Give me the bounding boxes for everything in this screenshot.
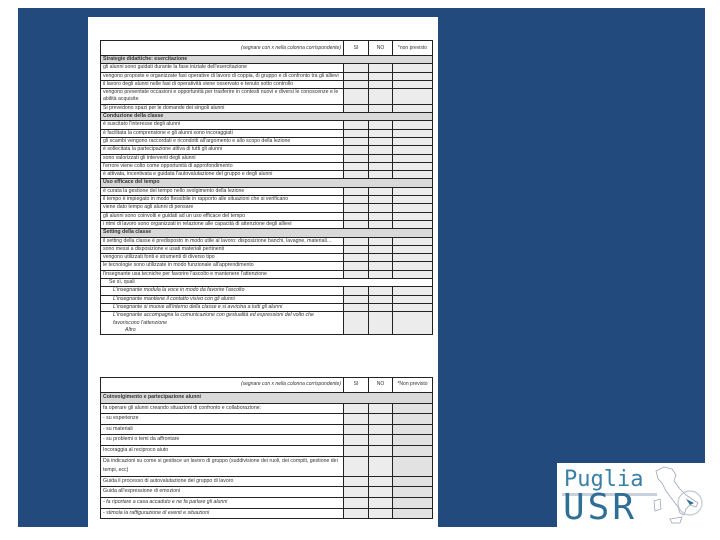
criterion-text: Dà indicazioni su come si gestisce un lavoro di gruppo (suddivisione dei ruoli, dei compiti, gestione dei tempi, ecc): [103, 457, 338, 474]
section-header: [101, 229, 433, 237]
no-checkbox-cell[interactable]: [369, 204, 393, 212]
table-row: [101, 295, 433, 303]
no-checkbox-cell[interactable]: [369, 435, 393, 446]
no-checkbox-cell[interactable]: [369, 162, 393, 170]
table-row: [101, 72, 433, 80]
table-row: [101, 487, 433, 498]
non-previsto-checkbox-cell[interactable]: [393, 137, 433, 145]
no-checkbox-cell[interactable]: [369, 220, 393, 228]
note-text: Se sì, quali: [109, 279, 135, 286]
si-checkbox-cell[interactable]: [344, 424, 369, 435]
si-checkbox-cell[interactable]: [344, 254, 369, 262]
no-checkbox-cell[interactable]: [369, 72, 393, 80]
si-checkbox-cell[interactable]: [344, 146, 369, 154]
table-row: [101, 212, 433, 220]
criterion-text: sono valorizzati gli interventi degli alunni: [103, 154, 196, 161]
table-row: [101, 312, 433, 335]
si-checkbox-cell[interactable]: [344, 137, 369, 145]
table-row: [101, 104, 433, 112]
non-previsto-checkbox-cell[interactable]: [393, 212, 433, 220]
table-row: [101, 89, 433, 105]
table-row: [101, 287, 433, 295]
criterion-text: il lavoro degli alunni nelle fasi di operatività viene osservato e tenuto sotto controllo: [103, 80, 294, 87]
section-header: [101, 179, 433, 187]
criterion-text: è curata la gestione del tempo nello svolgimento della lezione: [103, 187, 245, 194]
no-checkbox-cell[interactable]: [369, 403, 393, 414]
table-row: [101, 162, 433, 170]
table-row: [101, 187, 433, 195]
no-checkbox-cell[interactable]: [369, 476, 393, 487]
criterion-text: i ritmi di lavoro sono organizzati in relazione alle capacità di attenzione degli allievi: [103, 220, 292, 227]
criterion-text: fa operare gli alunni creando situazioni di confronto e collaborazione:: [103, 404, 262, 411]
non-previsto-checkbox-cell[interactable]: [393, 121, 433, 129]
non-previsto-checkbox-cell[interactable]: [393, 487, 433, 498]
non-previsto-checkbox-cell[interactable]: [393, 204, 433, 212]
table-row: [101, 154, 433, 162]
header-si: SI: [344, 41, 369, 56]
si-checkbox-cell[interactable]: [344, 497, 369, 508]
no-checkbox-cell[interactable]: [369, 270, 393, 278]
italy-map-icon: [652, 465, 704, 527]
si-checkbox-cell[interactable]: [344, 445, 369, 456]
table-row: [101, 196, 433, 204]
table-row: [101, 270, 433, 278]
non-previsto-checkbox-cell[interactable]: [393, 435, 433, 446]
table-row: [101, 414, 433, 425]
criterion-text: sono messi a disposizione e usati materiali pertinenti: [103, 245, 225, 252]
criterion-text: il setting della classe è predisposto in modo utile al lavoro: disposizione banchi, lavagne, materiali…: [103, 237, 332, 244]
criterion-text: è suscitato l'interesse degli alunni: [103, 121, 181, 128]
criterion-text: L'insegnante modula la voce in modo da favorire l'ascolto: [113, 287, 245, 294]
table-row: [101, 435, 433, 446]
si-checkbox-cell[interactable]: [344, 508, 369, 519]
no-checkbox-cell[interactable]: [369, 64, 393, 72]
si-checkbox-cell[interactable]: [344, 476, 369, 487]
header-si: SI: [344, 378, 369, 393]
non-previsto-checkbox-cell[interactable]: [393, 237, 433, 245]
non-previsto-checkbox-cell[interactable]: [393, 154, 433, 162]
no-checkbox-cell[interactable]: [369, 487, 393, 498]
non-previsto-checkbox-cell[interactable]: [393, 403, 433, 414]
criterion-text: vengono proposte e organizzate fasi operative di lavoro di coppia, di gruppo e di confronto tra gli allievi: [103, 72, 339, 79]
si-checkbox-cell[interactable]: [344, 104, 369, 112]
non-previsto-checkbox-cell[interactable]: [393, 303, 433, 311]
table-row: [101, 497, 433, 508]
section-header: [101, 56, 433, 64]
table-row: [101, 508, 433, 519]
no-checkbox-cell[interactable]: [369, 89, 393, 105]
non-previsto-checkbox-cell[interactable]: [393, 424, 433, 435]
table-row: [101, 237, 433, 245]
no-checkbox-cell[interactable]: [369, 508, 393, 519]
table-row: [101, 121, 433, 129]
si-checkbox-cell[interactable]: [344, 487, 369, 498]
non-previsto-checkbox-cell[interactable]: [393, 64, 433, 72]
no-checkbox-cell[interactable]: [369, 497, 393, 508]
si-checkbox-cell[interactable]: [344, 171, 369, 179]
non-previsto-checkbox-cell[interactable]: [393, 187, 433, 195]
section-title: Uso efficace del tempo: [103, 179, 160, 186]
section-title: Strategie didattiche: esercitazione: [103, 56, 188, 62]
si-checkbox-cell[interactable]: [344, 245, 369, 253]
criterion-text: - stimola la raffigurazione di eventi e situazioni: [103, 509, 210, 516]
non-previsto-checkbox-cell[interactable]: [393, 196, 433, 204]
non-previsto-checkbox-cell[interactable]: [393, 254, 433, 262]
no-checkbox-cell[interactable]: [369, 80, 393, 88]
criterion-text: vengono presentate occasioni e opportunità per trasferire in contesti nuovi e diversi le conoscenze e le abilità acquisite: [103, 89, 339, 103]
criterion-text: l'errore viene colto come opportunità di approfondimento: [103, 162, 233, 169]
criterion-text: è attivata, incentivata e guidata l'autovalutazione del gruppo e degli alunni: [103, 171, 273, 178]
non-previsto-checkbox-cell[interactable]: [393, 456, 433, 476]
criterion-text: Guida il processo di autovalutazione del gruppo di lavoro: [103, 477, 234, 484]
si-checkbox-cell[interactable]: [344, 187, 369, 195]
criterion-text: - su esperienze: [103, 415, 139, 422]
no-checkbox-cell[interactable]: [369, 237, 393, 245]
header-non-previsto: *non previsto: [393, 41, 433, 56]
criterion-text: l'insegnante usa tecniche per favorire l'ascolto e mantenere l'attenzione: [103, 270, 267, 277]
no-checkbox-cell[interactable]: [369, 245, 393, 253]
non-previsto-checkbox-cell[interactable]: [393, 262, 433, 270]
non-previsto-checkbox-cell[interactable]: [393, 414, 433, 425]
non-previsto-checkbox-cell[interactable]: [393, 220, 433, 228]
no-checkbox-cell[interactable]: [369, 312, 393, 335]
si-checkbox-cell[interactable]: [344, 456, 369, 476]
table-row: [101, 445, 433, 456]
header-instruction: (segnare con x nella colonna corrispondente): [101, 378, 344, 393]
criterion-text: viene dato tempo agli alunni di pensare: [103, 204, 194, 211]
checklist-table-1: [100, 40, 433, 335]
table-row: [101, 204, 433, 212]
non-previsto-checkbox-cell[interactable]: [393, 104, 433, 112]
criterion-text: L'insegnante mantiene il contatto visivo con gli alunni: [113, 295, 235, 302]
table-row: [101, 403, 433, 414]
no-checkbox-cell[interactable]: [369, 196, 393, 204]
non-previsto-checkbox-cell[interactable]: [393, 497, 433, 508]
table-row: [101, 80, 433, 88]
si-checkbox-cell[interactable]: [344, 64, 369, 72]
criterion-text: L'insegnante si muove all'interno della classe e si avvicina a tutti gli alunni: [113, 303, 283, 310]
criterion-text: Incoraggia al reciproco aiuto: [103, 446, 169, 453]
non-previsto-checkbox-cell[interactable]: [393, 146, 433, 154]
puglia-usr-logo: [557, 463, 705, 530]
non-previsto-checkbox-cell[interactable]: [393, 270, 433, 278]
criterion-text: è facilitata la comprensione e gli alunni sono incoraggiati: [103, 129, 233, 136]
section-header: [101, 113, 433, 121]
non-previsto-checkbox-cell[interactable]: [393, 89, 433, 105]
si-checkbox-cell[interactable]: [344, 403, 369, 414]
no-checkbox-cell[interactable]: [369, 287, 393, 295]
non-previsto-checkbox-cell[interactable]: [393, 171, 433, 179]
logo-text-usr: USR: [563, 487, 638, 528]
si-checkbox-cell[interactable]: [344, 72, 369, 80]
non-previsto-checkbox-cell[interactable]: [393, 287, 433, 295]
section-title: Coinvolgimento e partecipazione alunni: [103, 394, 201, 400]
table-row: [101, 245, 433, 253]
criterion-text: - su problemi o temi da affrontare: [103, 436, 180, 443]
criterion-text: le tecnologie sono utilizzate in modo funzionale all'apprendimento: [103, 262, 254, 269]
criterion-text: gli alunni sono coinvolti e guidati ad un uso efficace del tempo: [103, 212, 246, 219]
si-checkbox-cell[interactable]: [344, 435, 369, 446]
non-previsto-checkbox-cell[interactable]: [393, 245, 433, 253]
table-row: [101, 476, 433, 487]
si-checkbox-cell[interactable]: [344, 162, 369, 170]
si-checkbox-cell[interactable]: [344, 196, 369, 204]
table-row: [101, 254, 433, 262]
non-previsto-checkbox-cell[interactable]: [393, 80, 433, 88]
table-row: [101, 137, 433, 145]
table-row: [101, 262, 433, 270]
no-checkbox-cell[interactable]: [369, 212, 393, 220]
si-checkbox-cell[interactable]: [344, 129, 369, 137]
criterion-text: gli scambi vengono raccordati e ricondotti all'argomento e allo scopo della lezione: [103, 137, 291, 144]
no-checkbox-cell[interactable]: [369, 414, 393, 425]
no-checkbox-cell[interactable]: [369, 154, 393, 162]
no-checkbox-cell[interactable]: [369, 146, 393, 154]
si-checkbox-cell[interactable]: [344, 154, 369, 162]
si-checkbox-cell[interactable]: [344, 287, 369, 295]
non-previsto-checkbox-cell[interactable]: [393, 162, 433, 170]
table-row: [101, 146, 433, 154]
no-checkbox-cell[interactable]: [369, 171, 393, 179]
criterion-text: è sollecitata la partecipazione attiva di tutti gli alunni: [103, 146, 223, 153]
table-row: [101, 171, 433, 179]
section-title: Setting della classe: [103, 229, 152, 236]
section-header: [101, 393, 433, 404]
non-previsto-checkbox-cell[interactable]: [393, 295, 433, 303]
si-checkbox-cell[interactable]: [344, 312, 369, 335]
no-checkbox-cell[interactable]: [369, 187, 393, 195]
no-checkbox-cell[interactable]: [369, 424, 393, 435]
si-checkbox-cell[interactable]: [344, 303, 369, 311]
table-row: [101, 303, 433, 311]
criterion-text: L'insegnante accompagna la comunicazione con gestualità ed espressioni del volto che favoriscono l'attenzione: [113, 312, 314, 326]
criterion-text: - fa riportare a casa accaduto e ne fa parlare gli alunni: [103, 498, 228, 505]
table-header: [101, 41, 433, 56]
non-previsto-checkbox-cell[interactable]: [393, 129, 433, 137]
si-checkbox-cell[interactable]: [344, 89, 369, 105]
table-row: [101, 456, 433, 476]
si-checkbox-cell[interactable]: [344, 121, 369, 129]
no-checkbox-cell[interactable]: [369, 303, 393, 311]
si-checkbox-cell[interactable]: [344, 295, 369, 303]
criterion-text: gli alunni sono guidati durante la fase iniziale dell'esercitazione: [103, 64, 248, 71]
no-checkbox-cell[interactable]: [369, 254, 393, 262]
no-checkbox-cell[interactable]: [369, 121, 393, 129]
no-checkbox-cell[interactable]: [369, 445, 393, 456]
criterion-text: Si prevedono spazi per le domande dei singoli alunni: [103, 104, 225, 111]
header-non-previsto: *Non previsto: [393, 378, 433, 393]
header-instruction: (segnare con x nella colonna corrispondente): [101, 41, 344, 56]
non-previsto-checkbox-cell[interactable]: [393, 445, 433, 456]
table-row: [101, 220, 433, 228]
si-checkbox-cell[interactable]: [344, 262, 369, 270]
non-previsto-checkbox-cell[interactable]: [393, 508, 433, 519]
si-checkbox-cell[interactable]: [344, 220, 369, 228]
no-checkbox-cell[interactable]: [369, 104, 393, 112]
checklist-table-2: [100, 377, 433, 519]
no-checkbox-cell[interactable]: [369, 262, 393, 270]
si-checkbox-cell[interactable]: [344, 270, 369, 278]
si-checkbox-cell[interactable]: [344, 212, 369, 220]
si-checkbox-cell[interactable]: [344, 80, 369, 88]
si-checkbox-cell[interactable]: [344, 237, 369, 245]
no-checkbox-cell[interactable]: [369, 137, 393, 145]
criterion-text: Guida all'espressione di emozioni: [103, 488, 181, 495]
criterion-text: - su materiali: [103, 425, 133, 432]
non-previsto-checkbox-cell[interactable]: [393, 312, 433, 335]
checklist-document: [88, 17, 438, 527]
no-checkbox-cell[interactable]: [369, 295, 393, 303]
non-previsto-checkbox-cell[interactable]: [393, 72, 433, 80]
no-checkbox-cell[interactable]: [369, 129, 393, 137]
table-header: [101, 378, 433, 393]
logo-text-puglia: Puglia: [564, 467, 644, 492]
note-row: [101, 279, 433, 287]
header-no: NO: [369, 378, 393, 393]
non-previsto-checkbox-cell[interactable]: [393, 476, 433, 487]
table-row: [101, 64, 433, 72]
section-title: Conduzione della classe: [103, 113, 164, 120]
si-checkbox-cell[interactable]: [344, 414, 369, 425]
table-row: [101, 424, 433, 435]
altro-label: Altro: [125, 326, 136, 333]
table-row: [101, 129, 433, 137]
header-no: NO: [369, 41, 393, 56]
criterion-text: vengono utilizzati fonti e strumenti di diverso tipo: [103, 254, 215, 261]
criterion-text: il tempo è impiegato in modo flessibile in rapporto alle situazioni che si verificano: [103, 196, 289, 203]
si-checkbox-cell[interactable]: [344, 204, 369, 212]
no-checkbox-cell[interactable]: [369, 456, 393, 476]
